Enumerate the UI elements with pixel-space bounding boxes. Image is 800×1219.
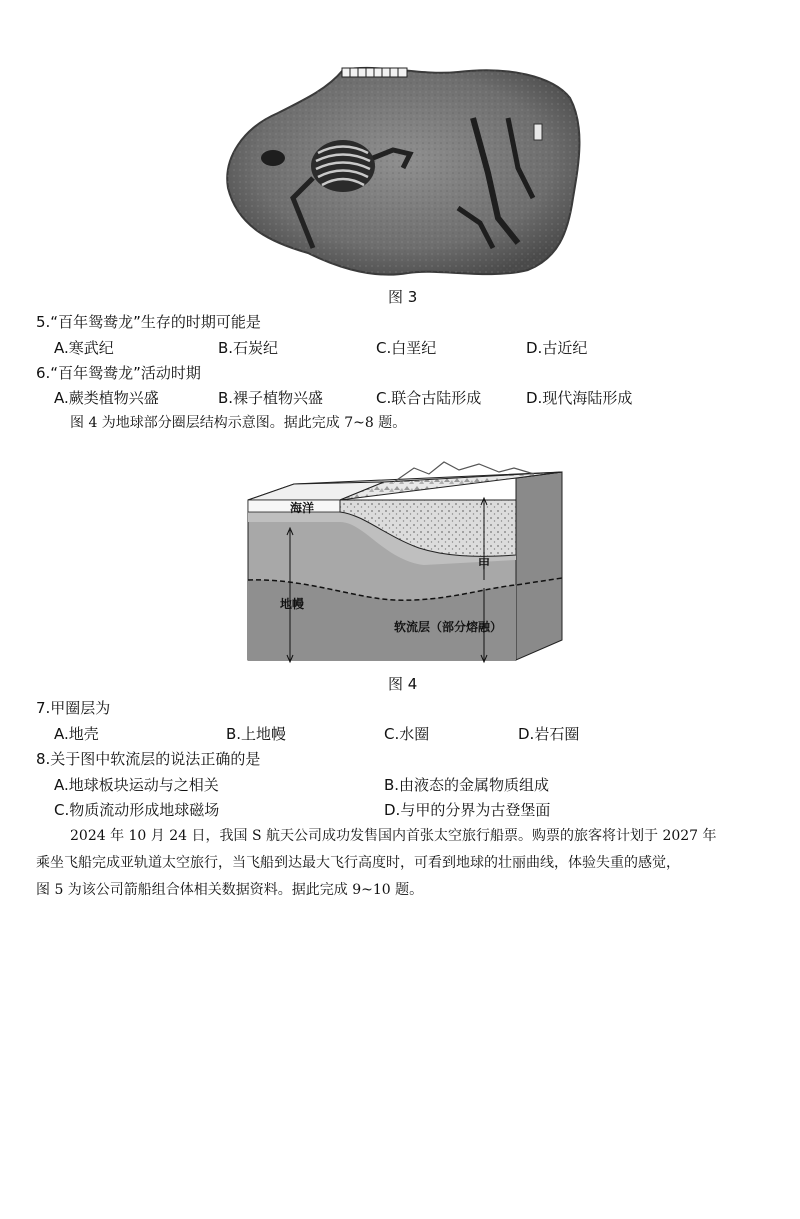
q6-option-d: D.现代海陆形成 bbox=[526, 389, 633, 407]
intro-7-8: 图 4 为地球部分圈层结构示意图。据此完成 7~8 题。 bbox=[70, 415, 407, 431]
label-asthenosphere: 软流层（部分熔融） bbox=[394, 620, 503, 634]
q8-stem: 8.关于图中软流层的说法正确的是 bbox=[36, 750, 261, 768]
figure4-caption: 图 4 bbox=[388, 675, 418, 693]
intro-9-10-line1: 2024 年 10 月 24 日，我国 S 航天公司成功发售国内首张太空旅行船票。购票的旅客将计划于 2027 年 bbox=[70, 828, 717, 844]
q7-option-c: C.水圈 bbox=[384, 725, 430, 743]
q6-option-a: A.蕨类植物兴盛 bbox=[54, 389, 159, 407]
label-ocean: 海洋 bbox=[290, 501, 315, 515]
figure3-caption: 图 3 bbox=[388, 288, 418, 306]
q5-stem: 5.“百年鸳鸯龙”生存的时期可能是 bbox=[36, 313, 261, 331]
label-jia: 甲 bbox=[478, 557, 491, 571]
q5-option-a: A.寒武纪 bbox=[54, 339, 114, 357]
q6-option-b: B.裸子植物兴盛 bbox=[218, 389, 324, 407]
q8-option-b: B.由液态的金属物质组成 bbox=[384, 776, 550, 794]
q6-option-c: C.联合古陆形成 bbox=[376, 389, 482, 407]
q7-option-a: A.地壳 bbox=[54, 725, 99, 743]
q6-stem: 6.“百年鸳鸯龙”活动时期 bbox=[36, 364, 201, 382]
q5-option-d: D.古近纪 bbox=[526, 339, 588, 357]
fossil-photo bbox=[218, 58, 588, 283]
q8-option-a: A.地球板块运动与之相关 bbox=[54, 776, 219, 794]
earth-layers-diagram bbox=[244, 460, 564, 665]
q7-option-b: B.上地幔 bbox=[226, 725, 287, 743]
q5-option-c: C.白垩纪 bbox=[376, 339, 437, 357]
q5-option-b: B.石炭纪 bbox=[218, 339, 279, 357]
q7-option-d: D.岩石圈 bbox=[518, 725, 580, 743]
q7-stem: 7.甲圈层为 bbox=[36, 699, 111, 717]
intro-9-10-line3: 图 5 为该公司箭船组合体相关数据资料。据此完成 9~10 题。 bbox=[36, 882, 424, 898]
label-mantle: 地幔 bbox=[280, 597, 305, 611]
q8-option-d: D.与甲的分界为古登堡面 bbox=[384, 801, 551, 819]
intro-9-10-line2: 乘坐飞船完成亚轨道太空旅行，当飞船到达最大飞行高度时，可看到地球的壮丽曲线，体验失重的感觉， bbox=[36, 855, 680, 871]
q8-option-c: C.物质流动形成地球磁场 bbox=[54, 801, 220, 819]
